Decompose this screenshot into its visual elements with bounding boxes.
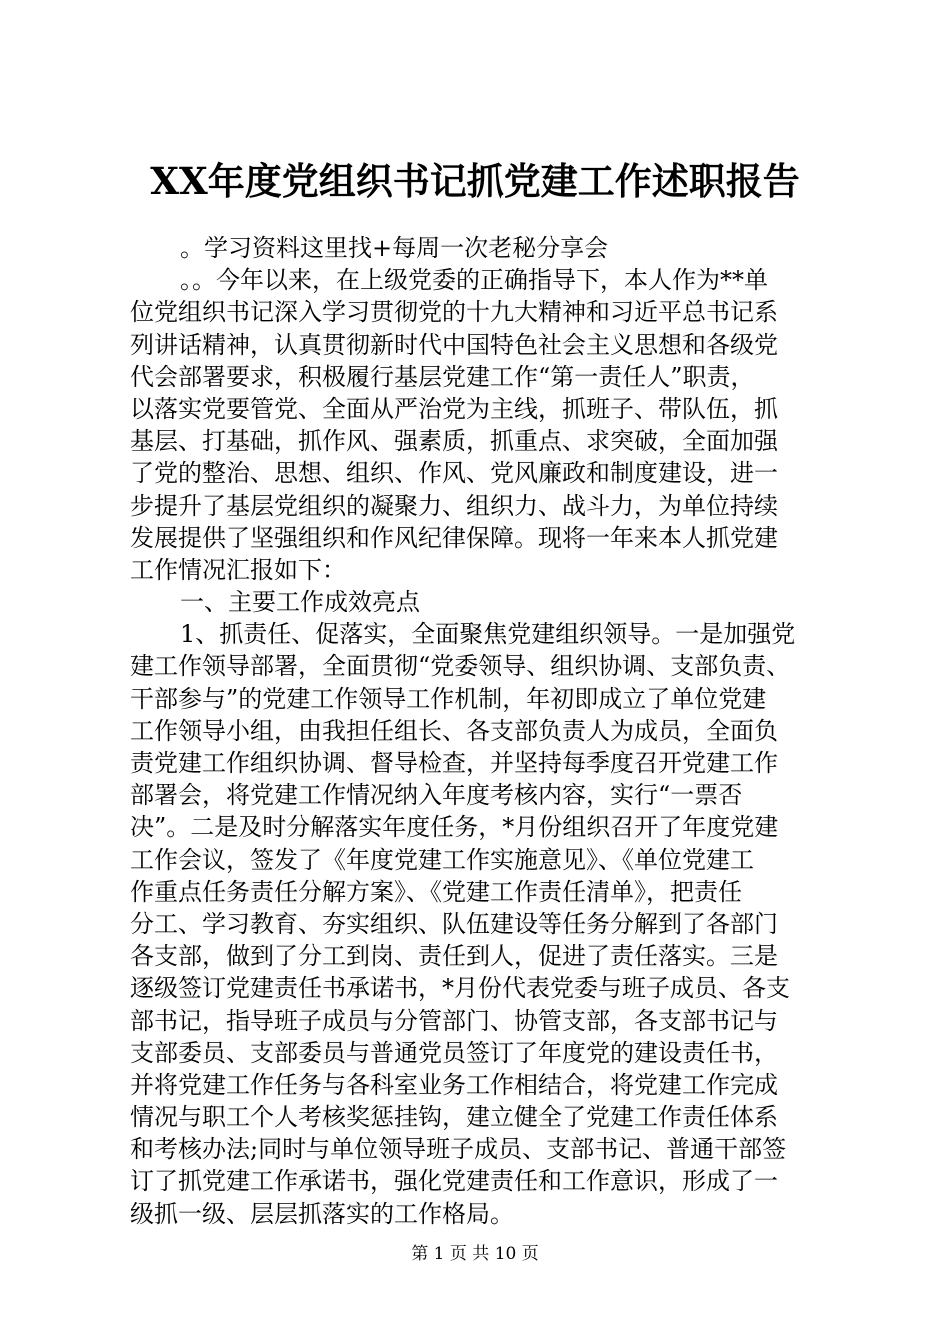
text-line: 建工作领导部署，全面贯彻“党委领导、组织协调、支部负责、 [130, 652, 791, 681]
text-line: 工作情况汇报如下： [130, 555, 346, 584]
text-line: 各支部，做到了分工到岗、责任到人，促进了责任落实。三是 [130, 942, 778, 971]
text-line: 分工、学习教育、夯实组织、队伍建设等任务分解到了各部门 [130, 909, 778, 938]
text-line: 代会部署要求，积极履行基层党建工作“第一责任人”职责， [130, 362, 755, 391]
page-footer: 第 1 页 共 10 页 [411, 1244, 539, 1264]
text-line: 发展提供了坚强组织和作风纪律保障。现将一年来本人抓党建 [130, 523, 778, 552]
text-line: 部书记，指导班子成员与分管部门、协管支部，各支部书记与 [130, 1006, 778, 1035]
text-line: 。学习资料这里找+每周一次老秘分享会 [180, 234, 609, 262]
text-line: 订了抓党建工作承诺书，强化党建责任和工作意识，形成了一 [130, 1167, 778, 1196]
text-line: 工作领导小组，由我担任组长、各支部负责人为成员，全面负 [130, 716, 778, 745]
text-line: 了党的整治、思想、组织、作风、党风廉政和制度建设，进一 [130, 459, 778, 488]
text-line: 。。今年以来，在上级党委的正确指导下，本人作为**单 [180, 266, 768, 295]
text-line: 干部参与”的党建工作领导工作机制，年初即成立了单位党建 [130, 684, 767, 713]
text-line: 工作会议，签发了《年度党建工作实施意见》、《单位党建工 [130, 845, 754, 874]
text-line: 决”。二是及时分解落实年度任务，*月份组织召开了年度党建 [130, 813, 779, 842]
text-line: 部署会，将党建工作情况纳入年度考核内容，实行“一票否 [130, 781, 743, 810]
document-title: XX年度党组织书记抓党建工作述职报告 [150, 159, 800, 203]
text-line: 和考核办法;同时与单位领导班子成员、支部书记、普通干部签 [130, 1135, 787, 1164]
text-line: 并将党建工作任务与各科室业务工作相结合，将党建工作完成 [130, 1070, 778, 1099]
text-line: 以落实党要管党、全面从严治党为主线，抓班子、带队伍，抓 [130, 394, 778, 423]
text-line: 1、抓责任、促落实，全面聚焦党建组织领导。一是加强党 [180, 620, 796, 649]
text-line: 列讲话精神，认真贯彻新时代中国特色社会主义思想和各级党 [130, 330, 778, 359]
text-line: 支部委员、支部委员与普通党员签订了年度党的建设责任书， [130, 1038, 778, 1067]
text-line: 作重点任务责任分解方案》、《党建工作责任清单》，把责任 [130, 877, 742, 906]
text-line: 步提升了基层党组织的凝聚力、组织力、战斗力，为单位持续 [130, 491, 778, 520]
text-line: 情况与职工个人考核奖惩挂钩，建立健全了党建工作责任体系 [130, 1103, 778, 1132]
document-body [130, 232, 830, 1230]
text-line: 级抓一级、层层抓落实的工作格局。 [130, 1199, 514, 1228]
text-line: 基层、打基础，抓作风、强素质，抓重点、求突破，全面加强 [130, 427, 778, 456]
text-line: 逐级签订党建责任书承诺书，*月份代表党委与班子成员、各支 [130, 974, 790, 1003]
section-heading: 一、主要工作成效亮点 [180, 588, 420, 617]
text-line: 位党组织书记深入学习贯彻党的十九大精神和习近平总书记系 [130, 298, 778, 327]
text-line: 责党建工作组织协调、督导检查，并坚持每季度召开党建工作 [130, 749, 778, 777]
